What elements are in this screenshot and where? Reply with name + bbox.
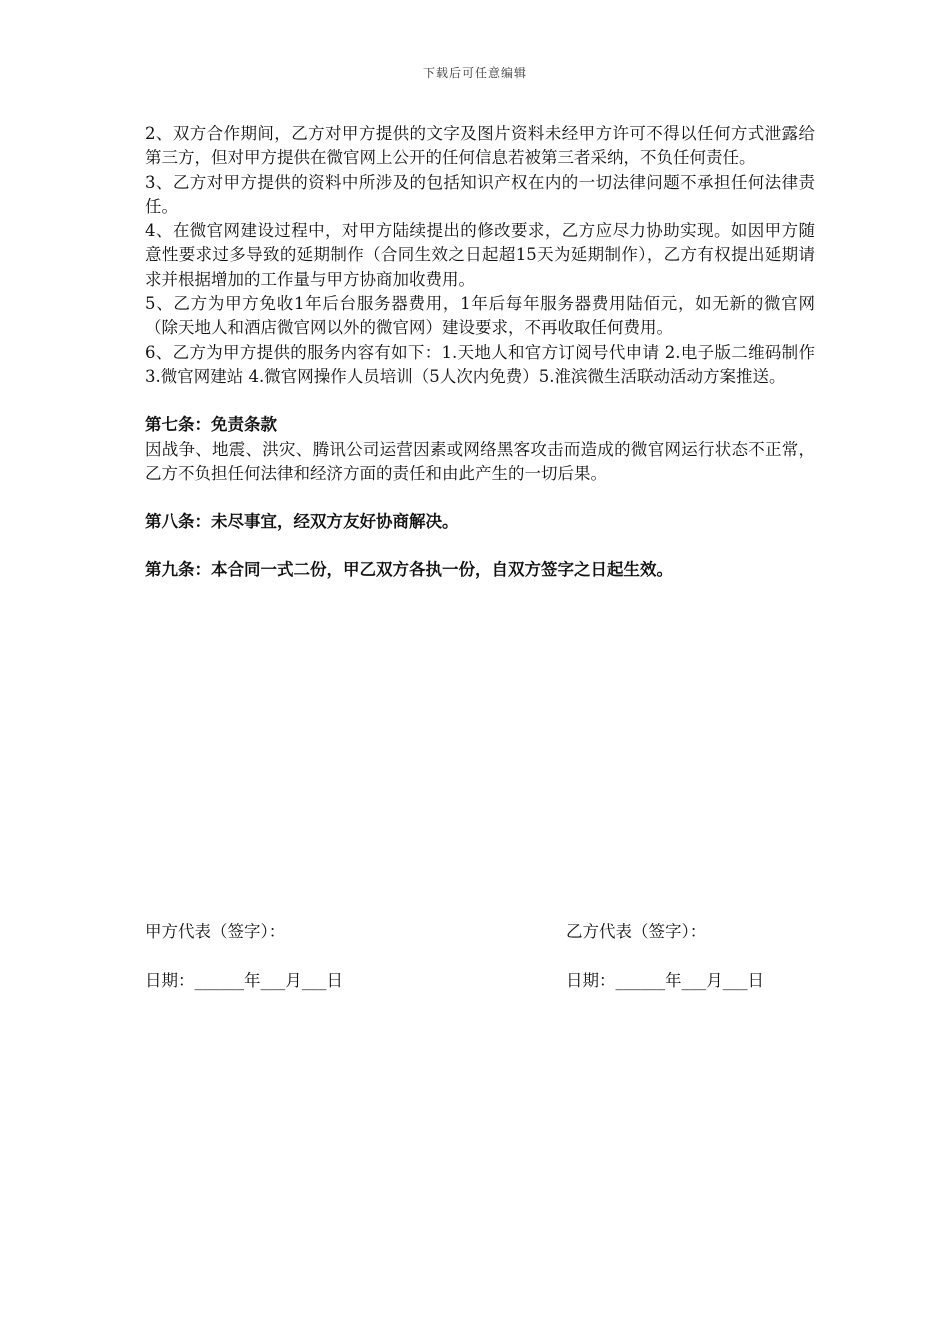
article-8	[145, 510, 815, 534]
party-b-date-label: 日期：______年___月___日	[566, 971, 764, 990]
clause-2: 2、双方合作期间，乙方对甲方提供的文字及图片资料未经甲方许可不得以任何方式泄露给第三方，但对甲方提供在微官网上公开的任何信息若被第三者采纳，不负任何责任。	[145, 124, 815, 168]
clause-3: 3、乙方对甲方提供的资料中所涉及的包括知识产权在内的一切法律问题不承担任何法律责任。	[145, 172, 815, 216]
article-7-title: 第七条：免责条款	[145, 415, 277, 435]
article-8-title: 第八条：未尽事宜，经双方友好协商解决。	[145, 512, 459, 532]
clause-4: 4、在微官网建设过程中，对甲方陆续提出的修改要求，乙方应尽力协助实现。如因甲方随意性要求过多导致的延期制作（合同生效之日起超15天为延期制作），乙方有权提出延期请求并根据增加的工作量与甲方协商加收费用。	[145, 221, 815, 289]
date-row	[145, 969, 825, 993]
party-a-date-label: 日期：______年___月___日	[145, 971, 343, 990]
contract-body	[145, 122, 815, 583]
signature-row	[145, 920, 825, 944]
header-note: 下载后可任意编辑	[422, 66, 527, 80]
party-b-signature-label: 乙方代表（签字）：	[566, 922, 707, 941]
signature-block	[145, 920, 825, 1018]
article-9-title: 第九条：本合同一式二份，甲乙双方各执一份，自双方签字之日起生效。	[145, 560, 673, 580]
party-a-signature-label: 甲方代表（签字）：	[145, 922, 286, 941]
article-7	[145, 413, 815, 486]
clause-6: 6、乙方为甲方提供的服务内容有如下：1.天地人和官方订阅号代申请 2.电子版二维码制作 3.微官网建站 4.微官网操作人员培训（5人次内免费）5.淮滨微生活联动活动方案推送。	[145, 342, 815, 386]
article-7-body: 因战争、地震、洪灾、腾讯公司运营因素或网络黑客攻击而造成的微官网运行状态不正常，乙方不负担任何法律和经济方面的责任和由此产生的一切后果。	[145, 439, 815, 483]
article-9	[145, 558, 815, 582]
clause-5: 5、乙方为甲方免收1年后台服务器费用，1年后每年服务器费用陆佰元，如无新的微官网（除天地人和酒店微官网以外的微官网）建设要求，不再收取任何费用。	[145, 294, 815, 338]
